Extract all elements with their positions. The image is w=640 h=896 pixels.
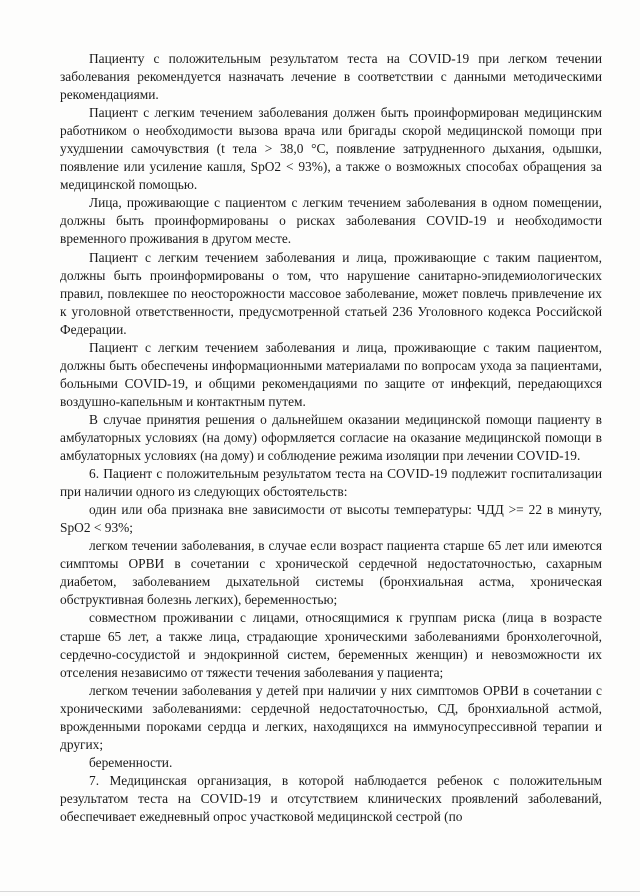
document-body	[60, 50, 602, 826]
paragraph-1: Пациенту с положительным результатом теста на COVID-19 при легком течении заболевания рекомендуется назначать лечение в соответствии с данными методическими рекомендациями.	[60, 51, 602, 103]
paragraph-2: Пациент с легким течением заболевания должен быть проинформирован медицинским работником о необходимости вызова врача или бригады скорой медицинской помощи при ухудшении самочувствия (t тела > 38,0 °C, появление затрудненного дыхания, одышки, появление или усиление кашля, SpO2 < 93%), а также о возможных способах обращения за медицинской помощью.	[60, 105, 602, 193]
paragraph-8: один или оба признака вне зависимости от высоты температуры: ЧДД >= 22 в минуту, SpO2 < 93%;	[60, 502, 602, 536]
paragraph-7: 6. Пациент с положительным результатом теста на COVID-19 подлежит госпитализации при наличии одного из следующих обстоятельств:	[60, 466, 602, 500]
paragraph-12: беременности.	[89, 754, 173, 770]
paragraph-10: совместном проживании с лицами, относящимися к группам риска (лица в возрасте старше 65 лет, а также лица, страдающие хроническими заболеваниями бронхолегочной, сердечно-сосудистой и эндокринной систем, беременных женщин) и невозможности их отселения независимо от тяжести течения заболевания у пациента;	[60, 610, 602, 680]
paragraph-5: Пациент с легким течением заболевания и лица, проживающие с таким пациентом, должны быть обеспечены информационными материалами по вопросам ухода за пациентами, больными COVID-19, и общими рекомендациями по защите от инфекций, передающихся воздушно-капельным и контактным путем.	[60, 339, 602, 409]
paragraph-3: Лица, проживающие с пациентом с легким течением заболевания в одном помещении, должны быть проинформированы о рисках заболевания COVID-19 и необходимости временного проживания в другом месте.	[60, 195, 602, 247]
paragraph-9: легком течении заболевания, в случае если возраст пациента старше 65 лет или имеются симптомы ОРВИ в сочетании с хронической сердечной недостаточностью, сахарным диабетом, заболеванием дыхательной системы (бронхиальная астма, хроническая обструктивная болезнь легких), беременностью;	[60, 538, 602, 608]
paragraph-13: 7. Медицинская организация, в которой наблюдается ребенок с положительным результатом теста на COVID-19 и отсутствием клинических проявлений заболеваний, обеспечивает ежедневный опрос участковой медицинской сестрой (по	[60, 772, 602, 824]
paragraph-11: легком течении заболевания у детей при наличии у них симптомов ОРВИ в сочетании с хроническими заболеваниями: сердечной недостаточностью, СД, бронхиальной астмой, врожденными пороками сердца и легких, находящихся на иммуносупрессивной терапии и других;	[60, 682, 602, 752]
paragraph-6: В случае принятия решения о дальнейшем оказании медицинской помощи пациенту в амбулаторных условиях (на дому) оформляется согласие на оказание медицинской помощи в амбулаторных условиях (на дому) и соблюдение режима изоляции при лечении COVID-19.	[60, 411, 602, 464]
paragraph-4: Пациент с легким течением заболевания и лица, проживающие с таким пациентом, должны быть проинформированы о том, что нарушение санитарно-эпидемиологических правил, повлекшее по неосторожности массовое заболевание, может повлечь привлечение их к уголовной ответственности, предусмотренной статьей 236 Уголовного кодекса Российской Федерации.	[60, 249, 602, 337]
scan-bottom-edge	[0, 891, 640, 892]
